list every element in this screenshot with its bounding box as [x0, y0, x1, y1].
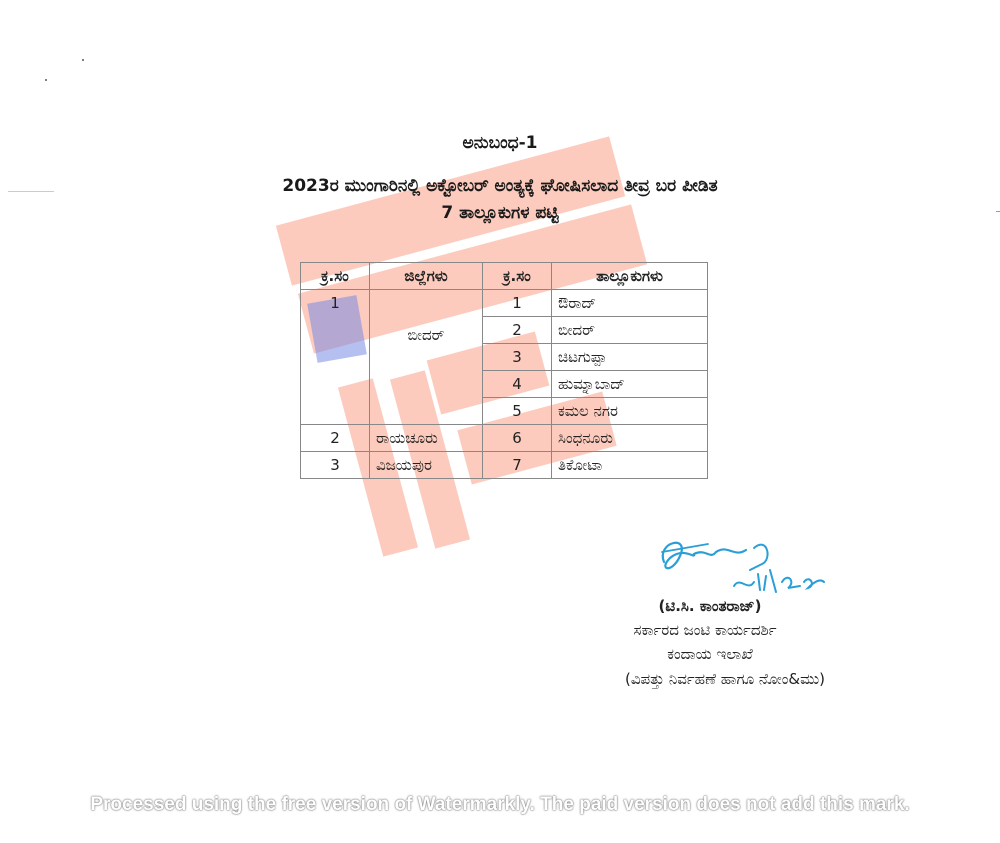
table-row — [301, 290, 708, 317]
taluk-sl-cell: 4 — [483, 371, 552, 398]
district-sl-cell: 1 — [301, 290, 370, 425]
header-taluk-sl: ಕ್ರ.ಸಂ — [483, 263, 552, 290]
taluk-name-cell: ಔರಾದ್ — [552, 290, 708, 317]
taluk-name-cell: ಹುಮ್ನಾಬಾದ್ — [552, 371, 708, 398]
district-name-cell: ಬೀದರ್ — [370, 290, 483, 425]
taluk-sl-cell: 5 — [483, 398, 552, 425]
watermark-banner: Processed using the free version of Watermarkly. The paid version does not add this mark. — [90, 794, 910, 815]
taluk-name-cell: ಬೀದರ್ — [552, 317, 708, 344]
header-taluks: ತಾಲ್ಲೂಕುಗಳು — [552, 263, 708, 290]
district-name-cell: ರಾಯಚೂರು — [370, 425, 483, 452]
signatory-department: ಕಂದಾಯ ಇಲಾಖೆ — [667, 645, 753, 663]
taluk-sl-cell: 6 — [483, 425, 552, 452]
taluk-sl-cell: 2 — [483, 317, 552, 344]
signatory-designation: ಸರ್ಕಾರದ ಜಂಟಿ ಕಾರ್ಯದರ್ಶಿ — [633, 621, 777, 639]
taluk-sl-cell: 7 — [483, 452, 552, 479]
table-row — [301, 425, 708, 452]
district-sl-cell: 2 — [301, 425, 370, 452]
district-name-cell: ವಿಜಯಪುರ — [370, 452, 483, 479]
taluk-name-cell: ಸಿಂಧನೂರು — [552, 425, 708, 452]
table-row — [301, 452, 708, 479]
header-districts: ಜಿಲ್ಲೆಗಳು — [370, 263, 483, 290]
taluk-name-cell: ತಿಕೋಟಾ — [552, 452, 708, 479]
district-sl-cell: 3 — [301, 452, 370, 479]
document-heading-line2: 7 ತಾಲ್ಲೂಕುಗಳ ಪಟ್ಟಿ — [441, 203, 559, 223]
taluk-sl-cell: 3 — [483, 344, 552, 371]
scan-speck — [82, 59, 84, 61]
document-heading-line1: 2023ರ ಮುಂಗಾರಿನಲ್ಲಿ ಅಕ್ಟೋಬರ್ ಅಂತ್ಯಕ್ಕೆ ಘೋಷಿಸಲಾದ ತೀವ್ರ ಬರ ಪೀಡಿತ — [282, 176, 718, 196]
table-header-row — [301, 263, 708, 290]
handwritten-signature — [650, 530, 860, 600]
taluk-name-cell: ಚಿಟಗುಪ್ಪಾ — [552, 344, 708, 371]
signatory-name: (ಟಿ.ಸಿ. ಕಾಂತರಾಜ್) — [658, 597, 762, 615]
drought-taluk-table — [300, 262, 708, 479]
annexure-title: ಅನುಬಂಧ-1 — [462, 133, 538, 153]
taluk-sl-cell: 1 — [483, 290, 552, 317]
scan-speck — [45, 79, 47, 81]
signatory-division: (ವಿಪತ್ತು ನಿರ್ವಹಣೆ ಹಾಗೂ ನೋಂ&ಮು) — [625, 670, 825, 688]
header-district-sl: ಕ್ರ.ಸಂ — [301, 263, 370, 290]
taluk-name-cell: ಕಮಲ ನಗರ — [552, 398, 708, 425]
